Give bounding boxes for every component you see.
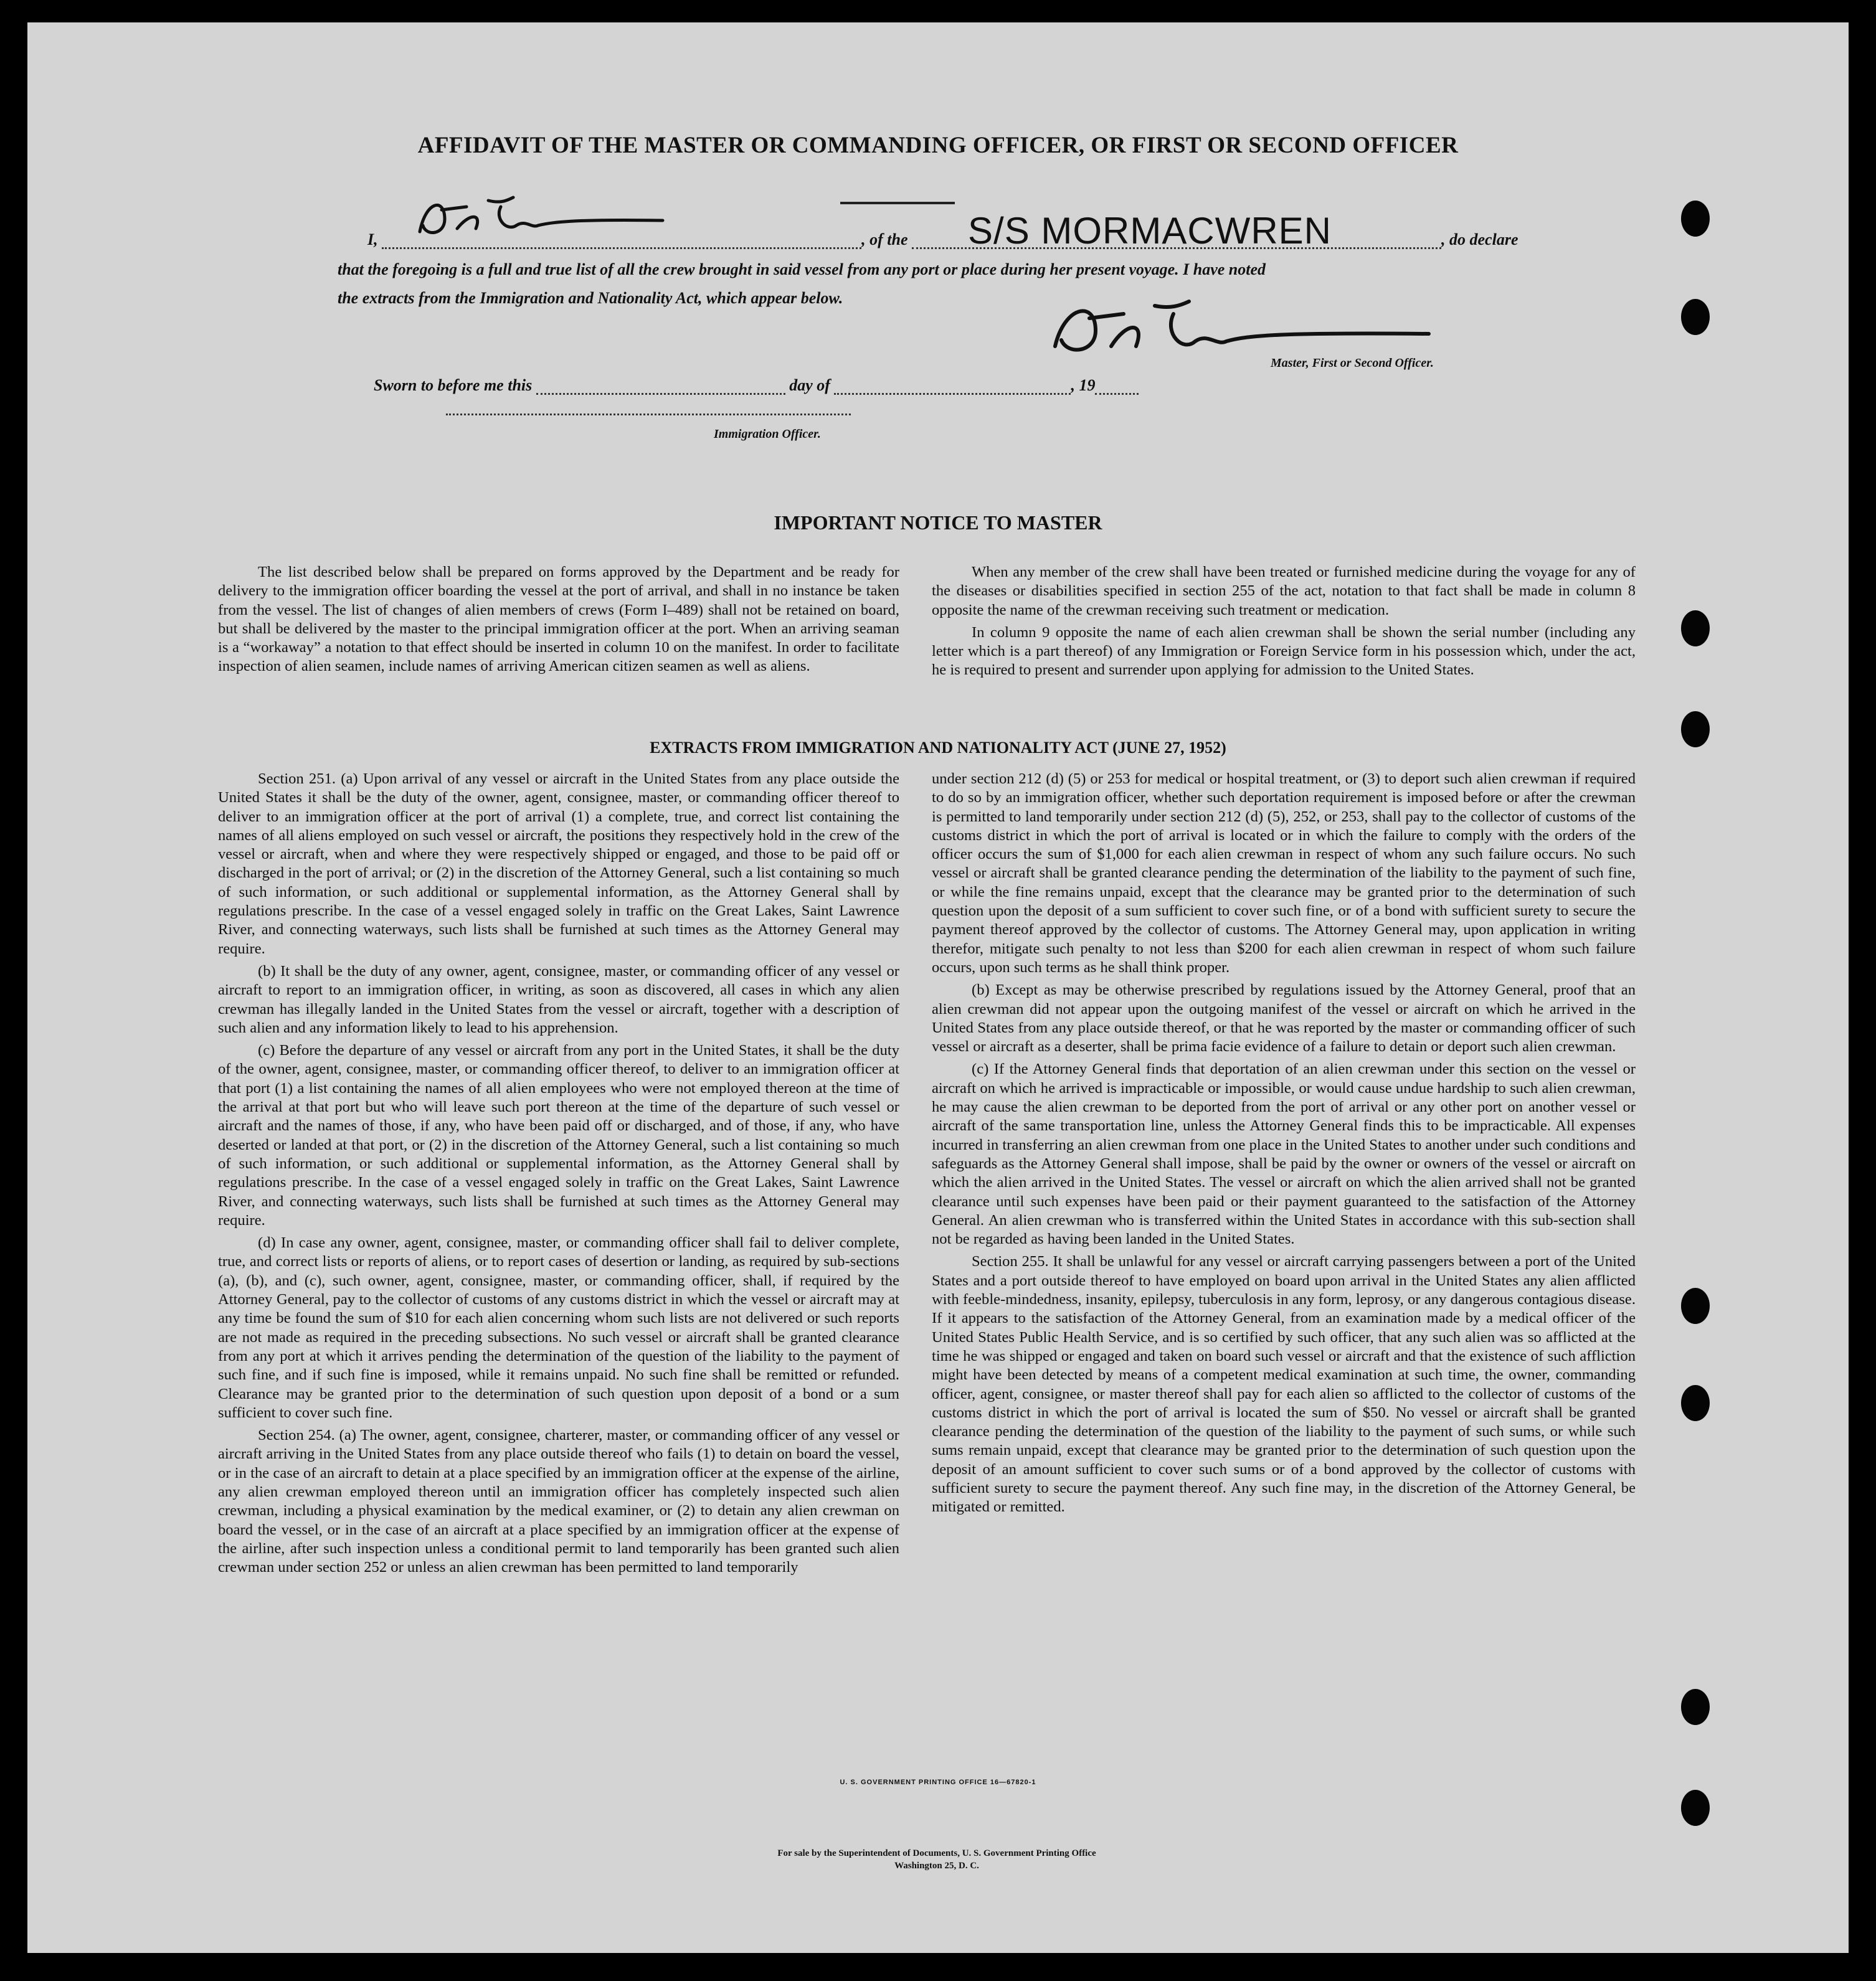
title-rule xyxy=(840,202,955,204)
sworn-line xyxy=(374,376,1139,395)
affidavit-title: AFFIDAVIT OF THE MASTER OR COMMANDING OFFICER, OR FIRST OR SECOND OFFICER xyxy=(417,133,1459,158)
extract-paragraph: under section 212 (d) (5) or 253 for medical or hospital treatment, or (3) to deport such alien crewman if required to do so by an immigration officer, whether such deportation requirement is imposed before or after the crewman is permitted to land temporarily under section 212 (d) (5), 252, or 253, shall pay to the collector of customs of the customs district in which the port of arrival is located or in which the failure to comply with the orders of the officer occurs the sum of $1,000 for each alien crewman in respect of whom any such failure occurs. No such vessel or aircraft shall be granted clearance pending the determination of the liability to the payment of such fine, or while the fine remains unpaid, except that the clearance may be granted prior to the determination of such question upon the deposit of a sum sufficient to cover such fine, or of a bond with sufficient surety to secure the payment thereof approved by the collector of customs. The Attorney General may, upon application in writing therefor, mitigate such penalty to not less than $200 for each alien crewman in respect of whom such failure occurs, upon such terms as he shall think proper. xyxy=(932,770,1636,976)
extract-paragraph: (b) Except as may be otherwise prescribed by regulations issued by the Attorney General, proof that an alien crewman did not appear upon the outgoing manifest of the vessel or aircraft on which he arrived in the United States from any place outside thereof, or that he was reported by the master or commanding officer of such vessel or aircraft as a deserter, shall be prima facie evidence of a failure to detain or deport such alien crewman. xyxy=(932,981,1636,1056)
punch-hole xyxy=(1681,299,1710,335)
name-field[interactable] xyxy=(382,247,861,249)
of-the-label: , of the xyxy=(861,230,908,248)
extract-paragraph: Section 254. (a) The owner, agent, consignee, charterer, master, or commanding officer of any vessel or aircraft arriving in the United States from any place outside thereof who fails (1) to detain on board the vessel, or in the case of an aircraft to detain at a place specified by an immigration officer at the expense of the airline, any alien crewman employed thereon until an immigration officer has completely inspected such alien crewman, including a physical examination by the medical examiner, or (2) to detain any alien crewman on board the vessel, or in the case of an aircraft at a place specified by an immigration officer at the expense of the airline, after such inspection unless a conditional permit to land temporarily has been granted such alien crewman under section 252 or unless an alien crewman has been permitted to land temporarily xyxy=(218,1427,899,1576)
punch-hole xyxy=(1681,1385,1710,1421)
signature-caption: Master, First or Second Officer. xyxy=(1271,356,1434,370)
day-of-label: day of xyxy=(789,376,830,394)
printing-office-note: U. S. GOVERNMENT PRINTING OFFICE 16—67820-1 xyxy=(840,1779,1036,1786)
notice-paragraph: The list described below shall be prepared on forms approved by the Department and be ready for delivery to the immigration officer boarding the vessel at the port of arrival, and shall in no instance be taken from the vessel. The list of changes of alien members of crews (Form I–489) shall not be retained on board, but shall be delivered by the master to the principal immigration officer at the port. When an arriving seaman is a “workaway” a notation to that effect should be inserted in column 10 on the manifest. In order to facilitate inspection of alien seamen, include names of arriving American citizen seamen as well as aliens. xyxy=(218,564,899,675)
extract-paragraph: (c) Before the departure of any vessel or aircraft from any port in the United States, it shall be the duty of the owner, agent, consignee, master, or commanding officer thereof, to deliver to an immigration officer at that port (1) a list containing the names of all alien employees who were not employed thereon at the time of the arrival at that port but who will leave such port thereon at the time of the departure of such vessel or aircraft and the names of those, if any, who have been paid off or discharged, and of those, if any, who have deserted or landed at that port, or (2) in the discretion of the Attorney General, such a list containing so much of such information, or such additional or supplemental information, as the Attorney General shall by regulations prescribe. In the case of a vessel engaged solely in traffic on the Great Lakes, Saint Lawrence River, and connecting waterways, such lists shall be furnished at such times as the Attorney General may require. xyxy=(218,1042,899,1229)
punch-hole xyxy=(1681,201,1710,237)
sworn-day-field[interactable] xyxy=(536,393,785,395)
extracts-title: EXTRACTS FROM IMMIGRATION AND NATIONALITY ACT (JUNE 27, 1952) xyxy=(650,739,1226,757)
extracts-left-column xyxy=(218,770,899,1581)
extract-paragraph: (b) It shall be the duty of any owner, agent, consignee, master, or commanding officer of any vessel or aircraft to report to an immigration officer, in writing, as soon as discovered, all cases in which any alien crewman has illegally landed in the United States from the vessel or aircraft, together with a description of such alien and any information likely to lead to his apprehension. xyxy=(218,962,899,1036)
vessel-name: S/S MORMACWREN xyxy=(968,210,1332,252)
statement-line-2: the extracts from the Immigration and Nationality Act, which appear below. xyxy=(338,289,843,307)
punch-hole xyxy=(1681,1288,1710,1324)
for-sale-line-1: For sale by the Superintendent of Documents, U. S. Government Printing Office xyxy=(777,1848,1096,1858)
sworn-label: Sworn to before me this xyxy=(374,376,533,394)
notice-right-column xyxy=(932,563,1636,684)
punch-hole xyxy=(1681,1790,1710,1826)
sworn-month-field[interactable] xyxy=(834,393,1071,395)
year-label: , 19 xyxy=(1071,376,1096,394)
sworn-year-field[interactable] xyxy=(1095,393,1139,395)
officer-signature-field[interactable] xyxy=(446,414,851,415)
notice-paragraph: In column 9 opposite the name of each alien crewman shall be shown the serial number (including any letter which is a part thereof) of any Immigration or Foreign Service form in his possession which, under the act, he is required to present and surrender upon applying for admission to the United States. xyxy=(932,623,1636,679)
notice-title: IMPORTANT NOTICE TO MASTER xyxy=(774,511,1102,534)
do-declare-label: , do declare xyxy=(1441,230,1518,248)
for-sale-note xyxy=(501,1847,1373,1872)
i-label: I, xyxy=(367,230,378,248)
extract-paragraph: Section 255. It shall be unlawful for any vessel or aircraft carrying passengers between a port of the United States and a port outside thereof to have employed on board upon arrival in the United States any alien afflicted with feeble-mindedness, insanity, epilepsy, tuberculosis in any form, leprosy, or any dangerous contagious disease. If it appears to the satisfaction of the Attorney General, from an examination made by a medical officer of the United States Public Health Service, and is so certified by such officer, that any such alien was so afflicted at the time he was shipped or engaged and taken on board such vessel or aircraft and that the existence of such affliction might have been detected by means of a competent medical examination at such time, the owner, commanding officer, agent, consignee, or master thereof shall pay for each alien so afflicted to the collector of customs of the customs district in which the port of arrival is located the sum of $50. No vessel or aircraft shall be granted clearance pending the determination of the question of the liability to the payment of such sums, or while such sums remain unpaid, except that clearance may be granted prior to the determination of such question upon the deposit of an amount sufficient to cover such sums or of a bond approved by the collector of customs with sufficient surety to secure the payment thereof. Any such fine may, in the discretion of the Attorney General, be mitigated or remitted. xyxy=(932,1253,1636,1516)
statement-line-1: that the foregoing is a full and true list of all the crew brought in said vessel from any port or place during her present voyage. I have noted xyxy=(338,260,1266,278)
notice-left-column xyxy=(218,563,899,680)
extract-paragraph: (d) In case any owner, agent, consignee, master, or commanding officer shall fail to deliver complete, true, and correct lists or reports of aliens, or to report cases of desertion or landing, as required by sub-sections (a), (b), and (c), such owner, agent, consignee, master, or commanding officer, shall, if required by the Attorney General, pay to the collector of customs of any customs district in which the vessel or aircraft may at any time be found the sum of $10 for each alien concerning whom such lists are not delivered or such reports are not made as required in the preceding subsections. No such vessel or aircraft shall be granted clearance from any port at which it arrives pending the determination of the question of the liability to the payment of such fine, and if such fine is imposed, while it remains unpaid. No such fine shall be remitted or refunded. Clearance may be granted prior to the determination of such question upon deposit of a bond or a sum sufficient to cover such fine. xyxy=(218,1234,899,1421)
extract-paragraph: (c) If the Attorney General finds that deportation of an alien crewman under this section on the vessel or aircraft on which he arrived is impracticable or impossible, or would cause undue hardship to such alien crewman, he may cause the alien crewman to be deported from the port of arrival or any other port on another vessel or aircraft of the same transportation line, unless the Attorney General finds this to be impracticable. All expenses incurred in transferring an alien crewman from one place in the United States to another under such conditions and safeguards as the Attorney General shall impose, shall be paid by the owner or owners of the vessel or aircraft on which the alien arrived in the United States. The vessel or aircraft on which the alien arrived shall not be granted clearance until such expenses have been paid or their payment guaranteed to the satisfaction of the Attorney General. An alien crewman who is transferred within the United States in accordance with this sub-section shall not be regarded as having been landed in the United States. xyxy=(932,1061,1636,1248)
punch-hole xyxy=(1681,610,1710,646)
punch-hole xyxy=(1681,1689,1710,1725)
extracts-right-column xyxy=(932,770,1636,1521)
officer-caption: Immigration Officer. xyxy=(714,427,821,441)
form-page xyxy=(27,22,1849,1953)
for-sale-line-2: Washington 25, D. C. xyxy=(894,1861,979,1871)
extract-paragraph: Section 251. (a) Upon arrival of any vessel or aircraft in the United States from any place outside the United States it shall be the duty of the owner, agent, consignee, master, or commanding officer thereof to deliver to an immigration officer at the port of arrival (1) a complete, true, and correct list containing the names of all aliens employed on such vessel or aircraft, the positions they respectively hold in the crew of the vessel or aircraft, when and where they were respectively shipped or engaged, and those to be paid off or discharged in the port of arrival; or (2) in the discretion of the Attorney General, such a list containing so much of such information, or such additional or supplemental information, as the Attorney General shall by regulations prescribe. In the case of a vessel engaged solely in traffic on the Great Lakes, Saint Lawrence River, and connecting waterways, such lists shall be furnished at such times as the Attorney General may require. xyxy=(218,770,899,957)
notice-paragraph: When any member of the crew shall have been treated or furnished medicine during the voyage for any of the diseases or disabilities specified in section 255 of the act, notation to that fact shall be made in column 8 opposite the name of the crewman receiving such treatment or medication. xyxy=(932,564,1636,618)
